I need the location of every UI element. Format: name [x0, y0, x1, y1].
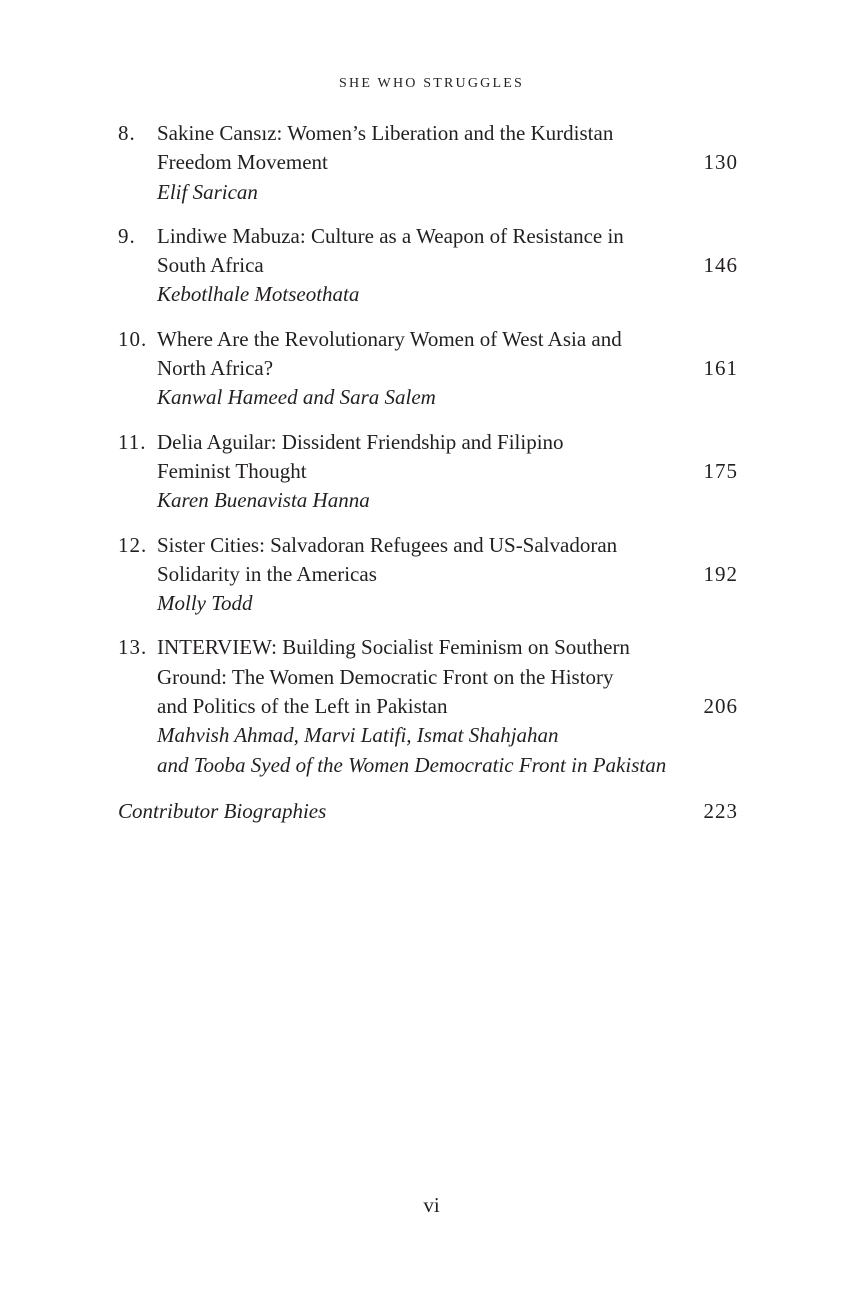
chapter-title-line: Feminist Thought — [157, 458, 307, 483]
toc-entry-9 — [118, 222, 738, 310]
chapter-number: 9. — [118, 223, 136, 248]
toc-entry-8 — [118, 119, 738, 207]
chapter-author: Mahvish Ahmad, Marvi Latifi, Ismat Shahjahan — [157, 723, 559, 748]
chapter-number: 13. — [118, 635, 148, 660]
chapter-author: and Tooba Syed of the Women Democratic Front in Pakistan — [157, 752, 667, 777]
chapter-author: Elif Sarican — [157, 179, 258, 204]
chapter-title-line: and Politics of the Left in Pakistan — [157, 694, 448, 719]
chapter-number: 8. — [118, 121, 136, 145]
page-number: 223 — [703, 798, 738, 823]
toc-entry-10 — [118, 325, 738, 413]
chapter-title-line: Delia Aguilar: Dissident Friendship and Filipino — [157, 429, 564, 454]
chapter-title-line: Sister Cities: Salvadoran Refugees and US-Salvadoran — [157, 532, 618, 557]
chapter-title-line: Sakine Cansız: Women’s Liberation and the Kurdistan — [157, 121, 614, 145]
toc-entry-11 — [118, 428, 738, 516]
toc-entry-12 — [118, 531, 738, 619]
folio-page-number: vi — [423, 1193, 440, 1217]
back-matter-title: Contributor Biographies — [118, 798, 327, 823]
page-number: 130 — [703, 150, 738, 175]
chapter-title-line: Where Are the Revolutionary Women of West Asia and — [157, 326, 622, 351]
chapter-author: Kebotlhale Motseothata — [157, 282, 360, 307]
toc-entry-contributor-biographies — [118, 797, 738, 826]
chapter-title-line: North Africa? — [157, 356, 274, 381]
page-number: 146 — [703, 253, 738, 278]
table-of-contents — [118, 119, 738, 826]
running-head: SHE WHO STRUGGLES — [339, 76, 524, 91]
page-number: 161 — [703, 356, 738, 381]
toc-entry-13 — [118, 633, 738, 779]
chapter-title-line: Lindiwe Mabuza: Culture as a Weapon of Resistance in — [157, 223, 624, 248]
chapter-author: Molly Todd — [157, 591, 253, 616]
page-number: 192 — [703, 561, 738, 586]
chapter-author: Kanwal Hameed and Sara Salem — [157, 385, 436, 410]
page-number: 206 — [703, 694, 738, 719]
chapter-number: 10. — [118, 326, 148, 351]
chapter-title-line: South Africa — [157, 253, 264, 278]
chapter-number: 12. — [118, 532, 148, 557]
page-number: 175 — [703, 458, 738, 483]
chapter-title-line: Freedom Movement — [157, 150, 328, 175]
chapter-author: Karen Buenavista Hanna — [157, 488, 370, 513]
chapter-title-line: Ground: The Women Democratic Front on the History — [157, 664, 614, 689]
chapter-title-line: INTERVIEW: Building Socialist Feminism on Southern — [157, 635, 630, 660]
chapter-number: 11. — [118, 429, 147, 454]
chapter-title-line: Solidarity in the Americas — [157, 561, 377, 586]
